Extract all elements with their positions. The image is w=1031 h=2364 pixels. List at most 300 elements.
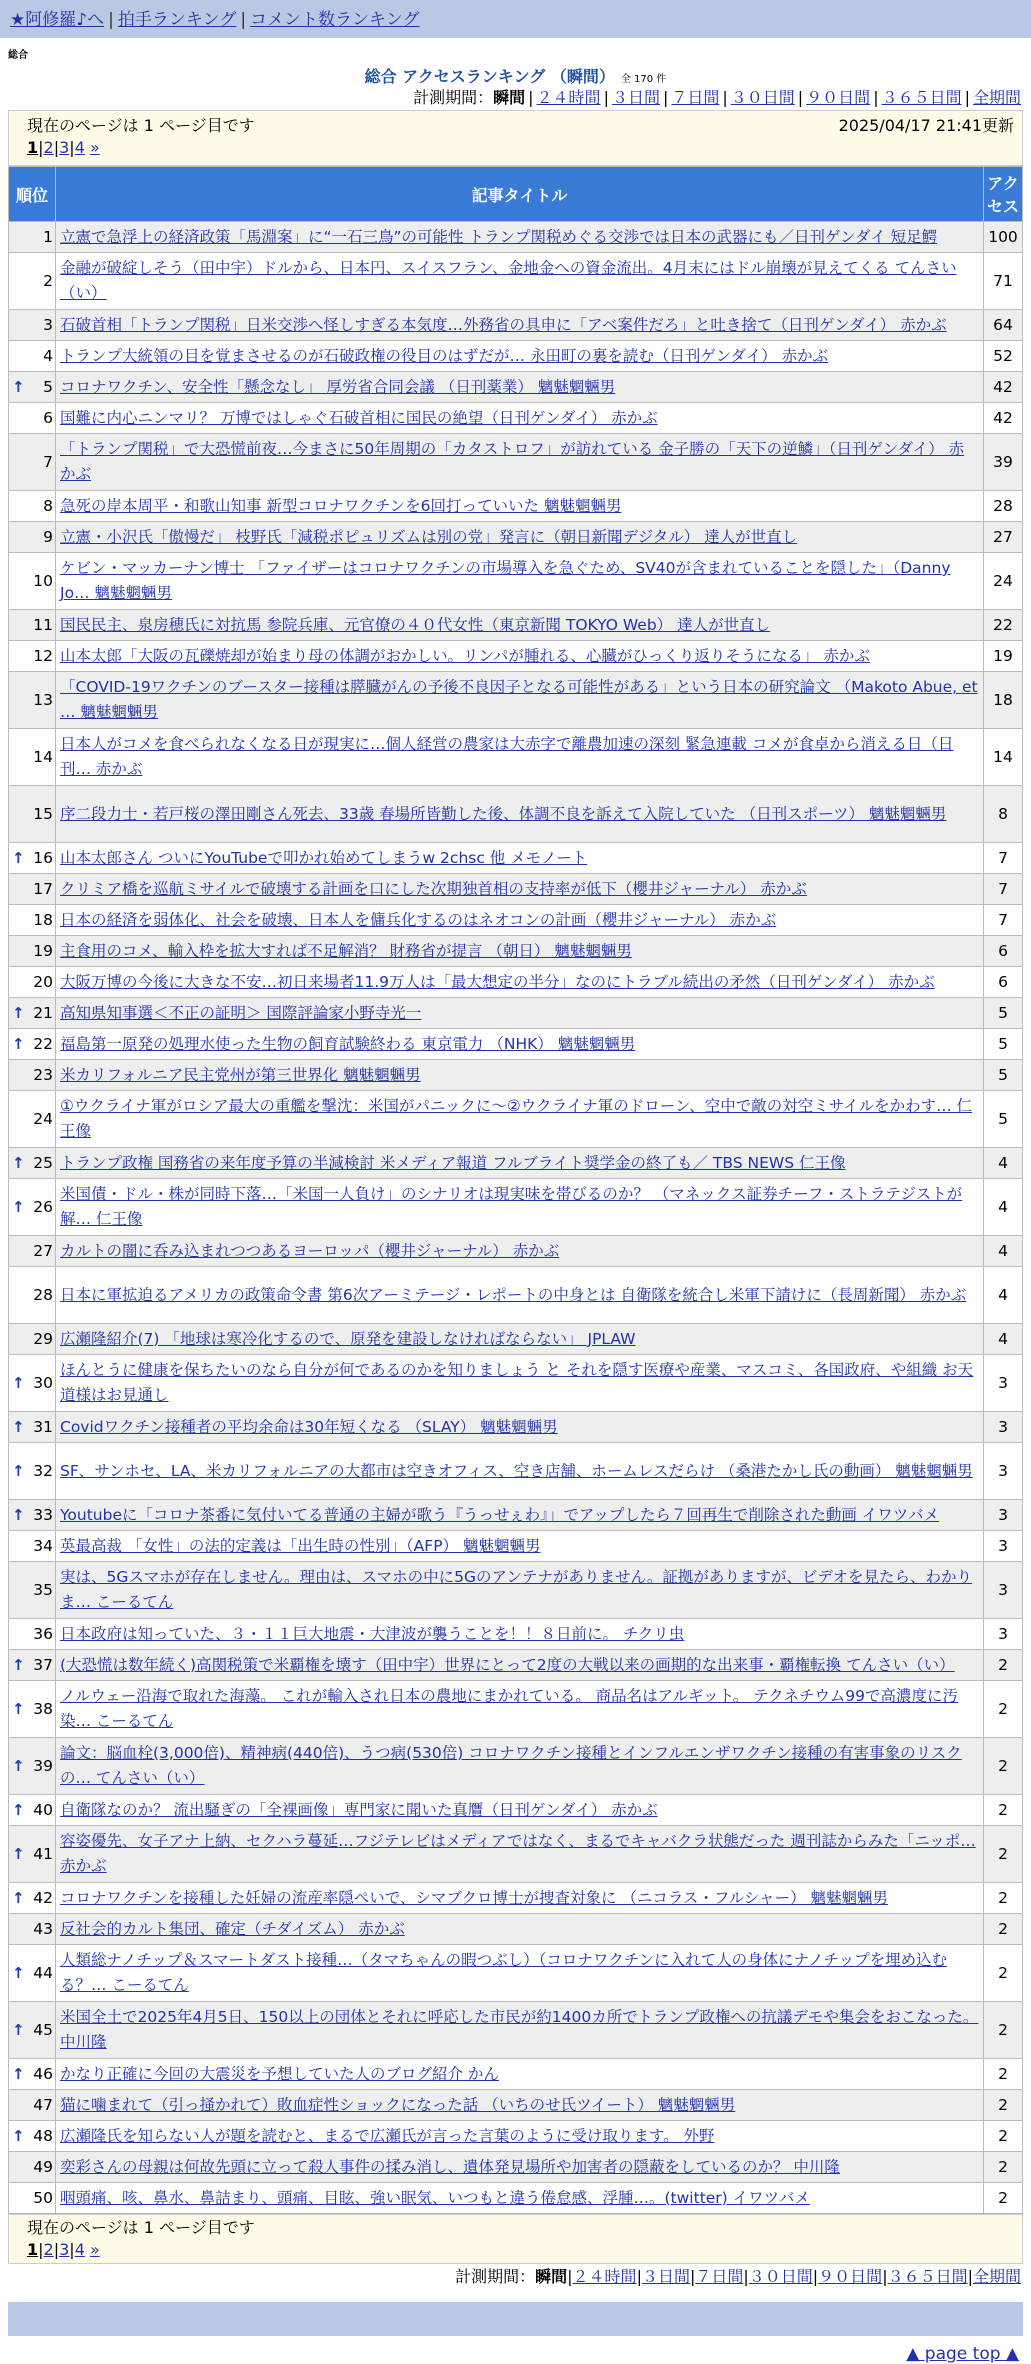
period-separator: |: [797, 88, 804, 107]
access-count: 8: [984, 786, 1023, 843]
access-count: 7: [984, 843, 1023, 874]
table-row: [9, 1412, 1023, 1443]
rank-up-icon: ↑: [12, 1656, 25, 1674]
title-cell: [56, 1179, 984, 1236]
article-link[interactable]: ケビン・マッカーナン博士 「ファイザーはコロナワクチンの市場導入を急ぐため、SV40が含まれていることを隠した」（Danny Jo… 魑魅魍魎男: [60, 559, 951, 602]
table-row: [9, 905, 1023, 936]
rank-cell: [9, 522, 56, 553]
rank-up-icon: ↑: [12, 2021, 25, 2039]
period-option-link[interactable]: ３日間: [641, 2267, 690, 2286]
access-count: 2: [984, 1883, 1023, 1914]
article-link[interactable]: カルトの闇に呑み込まれつつあるヨーロッパ（櫻井ジャーナル） 赤かぶ: [60, 1241, 560, 1260]
article-link[interactable]: ノルウェー沿海で取れた海藻。 これが輸入され日本の農地にまかれている。 商品名はアルギット。 テクネチウム99で高濃度に汚染… こーるてん: [60, 1687, 959, 1730]
updated-timestamp: 2025/04/17 21:41更新: [838, 116, 1014, 135]
article-link[interactable]: 容姿優先、女子アナ上納、セクハラ蔓延…フジテレビはメディアではなく、まるでキャバクラ状態だった 週刊誌からみた「ニッポ… 赤かぶ: [60, 1832, 976, 1875]
article-link[interactable]: 日本の経済を弱体化、社会を破壊、日本人を傭兵化するのはネオコンの計画（櫻井ジャーナル） 赤かぶ: [60, 910, 777, 929]
access-count: 2: [984, 2183, 1023, 2214]
rank-cell: [9, 786, 56, 843]
rank-number: 24: [33, 1110, 53, 1128]
access-count: 42: [984, 403, 1023, 434]
page-title: 総合 アクセスランキング （瞬間）: [364, 67, 615, 86]
table-row: [9, 610, 1023, 641]
comment-ranking-link[interactable]: コメント数ランキング: [250, 10, 420, 30]
access-count: 14: [984, 729, 1023, 786]
article-link[interactable]: 福島第一原発の処理水使った生物の飼育試験終わる 東京電力 （NHK） 魑魅魍魎男: [60, 1034, 636, 1053]
rank-number: 19: [33, 942, 53, 960]
page-separator: |: [38, 2240, 44, 2259]
title-cell: [56, 1562, 984, 1619]
access-count: 22: [984, 610, 1023, 641]
table-row: [9, 222, 1023, 253]
access-count: 3: [984, 1562, 1023, 1619]
table-row: [9, 1091, 1023, 1148]
article-link[interactable]: 日本政府は知っていた、３・１１巨大地震・大津波が襲うことを！！８日前に。 チクリ虫: [60, 1624, 685, 1643]
title-cell: [56, 522, 984, 553]
period-option-link[interactable]: ２４時間: [536, 88, 601, 107]
access-count: 2: [984, 1826, 1023, 1883]
article-link[interactable]: 米カリフォルニア民主党州が第三世界化 魑魅魍魎男: [60, 1065, 421, 1084]
period-separator: |: [882, 2267, 888, 2286]
period-selector: [0, 2264, 1031, 2290]
page-link[interactable]: 4: [74, 2240, 85, 2259]
pagination: [27, 2239, 1014, 2261]
category-label: 総合: [8, 50, 28, 61]
article-link[interactable]: かなり正確に今回の大震災を予想していた人のブログ紹介 かん: [60, 2064, 499, 2083]
access-header: アクセス: [984, 167, 1023, 222]
rank-cell: [9, 1179, 56, 1236]
period-separator: |: [812, 2267, 819, 2286]
title-cell: [56, 1443, 984, 1500]
period-current: 瞬間: [493, 88, 526, 107]
access-count: 2: [984, 2090, 1023, 2121]
article-link[interactable]: 序二段力士・若戸桜の澤田剛さん死去、33歳 春場所皆勤した後、体調不良を訴えて入院していた （日刊スポーツ） 魑魅魍魎男: [60, 804, 947, 823]
access-count: 2: [984, 2002, 1023, 2059]
table-row: [9, 1267, 1023, 1324]
article-link[interactable]: 猫に噛まれて（引っ掻かれて）敗血症性ショックになった話 （いちのせ氏ツイート） 魑魅魍魎男: [60, 2095, 736, 2114]
rank-cell: [9, 1795, 56, 1826]
pager-bottom: [8, 2214, 1023, 2264]
title-cell: [56, 553, 984, 610]
article-link[interactable]: クリミア橋を巡航ミサイルで破壊する計画を口にした次期独首相の支持率が低下（櫻井ジャーナル） 赤かぶ: [60, 879, 807, 898]
rank-cell: [9, 1883, 56, 1914]
table-row: [9, 372, 1023, 403]
rank-number: 13: [33, 691, 53, 709]
rank-number: 22: [33, 1035, 53, 1053]
rank-number: 16: [33, 849, 53, 867]
table-row: [9, 1355, 1023, 1412]
access-count: 4: [984, 1148, 1023, 1179]
rank-cell: [9, 610, 56, 641]
article-link[interactable]: 国難に内心ニンマリ？ 万博ではしゃぐ石破首相に国民の絶望（日刊ゲンダイ） 赤かぶ: [60, 408, 658, 427]
article-link[interactable]: トランプ大統領の目を覚まさせるのが石破政権の役目のはずだが… 永田町の裏を読む（日刊ゲンダイ） 赤かぶ: [60, 346, 829, 365]
period-option-link[interactable]: ３日間: [611, 88, 660, 107]
table-row: [9, 1236, 1023, 1267]
article-link[interactable]: コロナワクチン、安全性「懸念なし」 厚労省合同会議 （日刊薬業） 魑魅魍魎男: [60, 377, 616, 396]
table-row: [9, 2183, 1023, 2214]
period-separator: |: [603, 88, 609, 107]
rank-cell: [9, 1324, 56, 1355]
rank-cell: [9, 434, 56, 491]
table-row: [9, 403, 1023, 434]
title-cell: [56, 729, 984, 786]
title-cell: [56, 434, 984, 491]
rank-number: 50: [33, 2189, 53, 2207]
rank-cell: [9, 1060, 56, 1091]
article-link[interactable]: 山本太郎「大阪の瓦礫焼却が始まり母の体調がおかしい。リンパが腫れる、心臓がひっくり返りそうになる」 赤かぶ: [60, 646, 870, 665]
access-count: 2: [984, 2059, 1023, 2090]
access-count: 2: [984, 1795, 1023, 1826]
period-option-link[interactable]: ３０日間: [748, 2267, 813, 2286]
title-cell: [56, 1650, 984, 1681]
rank-up-icon: ↑: [12, 1845, 25, 1863]
rank-cell: [9, 1945, 56, 2002]
rank-number: 1: [43, 228, 53, 246]
page-link[interactable]: 2: [43, 138, 54, 157]
table-row: [9, 310, 1023, 341]
title-cell: [56, 1091, 984, 1148]
article-link[interactable]: トランプ政権 国務省の来年度予算の半減検討 米メディア報道 フルブライト奨学金の終了も／ TBS NEWS 仁王像: [60, 1153, 846, 1172]
access-count: 2: [984, 2152, 1023, 2183]
page-top-link[interactable]: ▲ page top ▲: [906, 2344, 1019, 2364]
current-page-text: 現在のページは 1 ページ目です: [27, 2218, 255, 2237]
period-selector: [0, 86, 1031, 110]
title-cell: [56, 1738, 984, 1795]
next-page-link[interactable]: »: [89, 138, 100, 157]
rank-number: 3: [43, 316, 53, 334]
table-row: [9, 2152, 1023, 2183]
rank-number: 29: [33, 1330, 53, 1348]
article-link[interactable]: 人類総ナノチップ＆スマートダスト接種…（タマちゃんの暇つぶし）（コロナワクチンに入れて人の身体にナノチップを埋め込むる？… こーるてん: [60, 1951, 948, 1994]
article-link[interactable]: 英最高裁 「女性」の法的定義は「出生時の性別」（AFP） 魑魅魍魎男: [60, 1536, 541, 1555]
period-option-link[interactable]: ７日間: [695, 2267, 744, 2286]
article-link[interactable]: 高知県知事選＜不正の証明＞ 国際評論家小野寺光一: [60, 1003, 422, 1022]
table-row: [9, 1148, 1023, 1179]
access-count: 64: [984, 310, 1023, 341]
page-top-wrap: [0, 2344, 1031, 2364]
table-row: [9, 1179, 1023, 1236]
rank-cell: [9, 1650, 56, 1681]
rank-cell: [9, 2183, 56, 2214]
access-count: 2: [984, 1738, 1023, 1795]
table-row: [9, 1619, 1023, 1650]
table-row: [9, 1681, 1023, 1738]
rank-number: 28: [33, 1286, 53, 1304]
rank-cell: [9, 341, 56, 372]
article-link[interactable]: 国民民主、泉房穂氏に対抗馬 参院兵庫、元官僚の４０代女性（東京新聞 TOKYO Web） 達人が世直し: [60, 615, 771, 634]
article-link[interactable]: 金融が破綻しそう（田中宇）ドルから、日本円、スイスフラン、金地金への資金流出。4月末にはドル崩壊が見えてくる てんさい（い）: [60, 259, 957, 302]
rank-header: 順位: [9, 167, 56, 222]
period-option-link[interactable]: ９０日間: [818, 2267, 883, 2286]
access-count: 6: [984, 967, 1023, 998]
access-count: 28: [984, 491, 1023, 522]
table-row: [9, 522, 1023, 553]
rank-number: 36: [33, 1625, 53, 1643]
rank-cell: [9, 1355, 56, 1412]
title-cell: [56, 1531, 984, 1562]
article-link[interactable]: ほんとうに健康を保ちたいのなら自分が何であるのかを知りましょう と それを隠す医療や産業、マスコミ、各国政府、や組織 お天道様はお見通し: [60, 1361, 974, 1404]
rank-cell: [9, 2059, 56, 2090]
table-row: [9, 491, 1023, 522]
rank-up-icon: ↑: [12, 1154, 25, 1172]
title-cell: [56, 1619, 984, 1650]
rank-cell: [9, 1091, 56, 1148]
rank-number: 39: [33, 1757, 53, 1775]
article-count: 全 170 件: [620, 74, 667, 85]
table-row: [9, 1914, 1023, 1945]
article-link[interactable]: 「COVID-19ワクチンのブースター接種は膵臓がんの予後不良因子となる可能性がある」という日本の研究論文 （Makoto Abue, et … 魑魅魍魎男: [60, 678, 978, 721]
rank-number: 18: [33, 911, 53, 929]
ranking-table: [8, 166, 1023, 2214]
rank-cell: [9, 936, 56, 967]
rank-number: 2: [43, 272, 53, 290]
table-row: [9, 2090, 1023, 2121]
rank-cell: [9, 1619, 56, 1650]
rank-cell: [9, 1267, 56, 1324]
rank-cell: [9, 2090, 56, 2121]
rank-number: 31: [33, 1418, 53, 1436]
rank-up-icon: ↑: [12, 1462, 25, 1480]
period-separator: |: [967, 2267, 973, 2286]
article-link[interactable]: 急死の岸本周平・和歌山知事 新型コロナワクチンを6回打っていいた 魑魅魍魎男: [60, 496, 622, 515]
table-row: [9, 2059, 1023, 2090]
period-option-link[interactable]: 全期間: [972, 88, 1021, 107]
access-count: 3: [984, 1412, 1023, 1443]
access-count: 4: [984, 1267, 1023, 1324]
rank-number: 43: [33, 1920, 53, 1938]
title-cell: [56, 1236, 984, 1267]
title-cell: [56, 786, 984, 843]
article-link[interactable]: 米国債・ドル・株が同時下落…「米国一人負け」のシナリオは現実味を帯びるのか？ （マネックス証券チーフ・ストラテジストが解… 仁王像: [60, 1185, 963, 1228]
page-title-wrap: [0, 64, 1031, 86]
applause-ranking-link[interactable]: 拍手ランキング: [117, 10, 237, 30]
article-link[interactable]: コロナワクチンを接種した妊婦の流産率隠ぺいで、シマブクロ博士が捜査対象に （ニコラス・フルシャー） 魑魅魍魎男: [60, 1888, 889, 1907]
rank-cell: [9, 403, 56, 434]
period-separator: |: [743, 2267, 749, 2286]
article-link[interactable]: 広瀬隆氏を知らない人が題を読むと、まるで広瀬氏が言った言葉のように受け取ります。 外野: [60, 2126, 715, 2145]
table-row: [9, 1738, 1023, 1795]
rank-number: 46: [33, 2065, 53, 2083]
article-link[interactable]: 自衛隊なのか？ 流出騒ぎの「全裸画像」専門家に聞いた真贋（日刊ゲンダイ） 赤かぶ: [60, 1800, 658, 1819]
rank-number: 5: [43, 378, 53, 396]
rank-cell: [9, 1029, 56, 1060]
title-cell: [56, 1060, 984, 1091]
table-row: [9, 936, 1023, 967]
rank-number: 14: [33, 748, 53, 766]
access-count: 3: [984, 1619, 1023, 1650]
rank-cell: [9, 1562, 56, 1619]
rank-cell: [9, 222, 56, 253]
rank-up-icon: ↑: [12, 1700, 25, 1718]
period-separator: |: [528, 88, 534, 107]
access-count: 4: [984, 1324, 1023, 1355]
title-cell: [56, 1500, 984, 1531]
rank-cell: [9, 1914, 56, 1945]
access-count: 24: [984, 553, 1023, 610]
rank-up-icon: ↑: [12, 1004, 25, 1022]
page-separator: |: [69, 138, 75, 157]
article-link[interactable]: 米国全土で2025年4月5日、150以上の団体とそれに呼応した市民が約1400カ所でトランプ政権への抗議デモや集会をおこなった。 中川隆: [60, 2008, 979, 2051]
rank-number: 10: [33, 572, 53, 590]
period-separator: |: [873, 88, 879, 107]
rank-number: 48: [33, 2127, 53, 2145]
article-link[interactable]: 日本に軍拡迫るアメリカの政策命令書 第6次アーミテージ・レポートの中身とは 自衛隊を統合し米軍下請けに（長周新聞） 赤かぶ: [60, 1285, 967, 1304]
period-option-link[interactable]: ７日間: [671, 88, 720, 107]
access-count: 5: [984, 1091, 1023, 1148]
rank-number: 41: [33, 1845, 53, 1863]
rank-number: 33: [33, 1506, 53, 1524]
rank-number: 11: [33, 616, 53, 634]
table-row: [9, 2121, 1023, 2152]
title-cell: [56, 372, 984, 403]
rank-number: 32: [33, 1462, 53, 1480]
rank-cell: [9, 729, 56, 786]
title-cell: [56, 1029, 984, 1060]
table-row: [9, 1500, 1023, 1531]
access-count: 42: [984, 372, 1023, 403]
page-separator: |: [53, 138, 60, 157]
title-cell: [56, 1883, 984, 1914]
rank-number: 17: [33, 880, 53, 898]
rank-cell: [9, 874, 56, 905]
title-cell: [56, 1795, 984, 1826]
article-link[interactable]: (大恐慌は数年続く)高関税策で米覇権を壊す（田中宇）世界にとって2度の大戦以来の画期的な出来事・覇権転換 てんさい（い）: [60, 1655, 955, 1674]
rank-up-icon: ↑: [12, 1198, 25, 1216]
title-header: 記事タイトル: [56, 167, 984, 222]
access-count: 52: [984, 341, 1023, 372]
title-cell: [56, 1914, 984, 1945]
title-cell: [56, 1681, 984, 1738]
article-link[interactable]: 立憲で急浮上の経済政策「馬淵案」に“一石三鳥”の可能性 トランプ関税めぐる交渉では日本の武器にも／日刊ゲンダイ 短足鰐: [60, 227, 938, 246]
rank-number: 6: [43, 409, 53, 427]
rank-number: 25: [33, 1154, 53, 1172]
article-link[interactable]: 奕彩さんの母親は何故先頭に立って殺人事件の揉み消し、遺体発見場所や加害者の隠蔽をしているのか？ 中川隆: [60, 2157, 840, 2176]
article-link[interactable]: ①ウクライナ軍がロシア最大の重艦を撃沈：米国がパニックに〜②ウクライナ軍のドローン、空中で敵の対空ミサイルをかわす… 仁王像: [60, 1097, 973, 1140]
article-link[interactable]: 立憲・小沢氏「傲慢だ」 枝野氏「減税ポピュリズムは別の党」発言に（朝日新聞デジタル） 達人が世直し: [60, 527, 798, 546]
page-separator: |: [69, 2240, 75, 2259]
access-count: 2: [984, 1681, 1023, 1738]
rank-cell: [9, 372, 56, 403]
article-link[interactable]: 山本太郎さん ついにYouTubeで叩かれ始めてしまうw 2chsc 他 メモノート: [60, 848, 588, 867]
title-cell: [56, 874, 984, 905]
table-row: [9, 1324, 1023, 1355]
table-row: [9, 553, 1023, 610]
title-cell: [56, 1355, 984, 1412]
period-separator: |: [964, 88, 970, 107]
title-cell: [56, 253, 984, 310]
page-link[interactable]: 4: [74, 138, 85, 157]
top-nav-bar: [0, 0, 1031, 38]
page-separator: |: [38, 138, 44, 157]
access-count: 6: [984, 936, 1023, 967]
article-link[interactable]: 主食用のコメ、輸入枠を拡大すれば不足解消？ 財務省が提言 （朝日） 魑魅魍魎男: [60, 941, 632, 960]
rank-up-icon: ↑: [12, 2065, 25, 2083]
article-link[interactable]: 広瀬隆紹介(7) 「地球は寒冷化するので、原発を建設しなければならない」 JPLAW: [60, 1329, 636, 1348]
title-cell: [56, 967, 984, 998]
access-count: 100: [984, 222, 1023, 253]
title-cell: [56, 1945, 984, 2002]
title-cell: [56, 2090, 984, 2121]
rank-number: 40: [33, 1801, 53, 1819]
title-cell: [56, 641, 984, 672]
title-cell: [56, 2059, 984, 2090]
rank-number: 34: [33, 1537, 53, 1555]
period-option-link[interactable]: ３０日間: [730, 88, 795, 107]
table-row: [9, 786, 1023, 843]
title-cell: [56, 905, 984, 936]
title-cell: [56, 2121, 984, 2152]
title-cell: [56, 1267, 984, 1324]
period-option-link[interactable]: 全期間: [972, 2267, 1021, 2286]
page-link[interactable]: 3: [59, 138, 70, 157]
rank-cell: [9, 253, 56, 310]
article-link[interactable]: 反社会的カルト集団、確定（チダイズム） 赤かぶ: [60, 1919, 405, 1938]
period-current: 瞬間: [535, 2267, 568, 2286]
access-count: 4: [984, 1236, 1023, 1267]
article-link[interactable]: SF、サンホセ、LA、米カリフォルニアの大都市は空きオフィス、空き店舗、ホームレスだらけ （桑港たかし氏の動画） 魑魅魍魎男: [60, 1461, 973, 1480]
current-page-text: 現在のページは 1 ページ目です: [27, 116, 255, 135]
table-row: [9, 341, 1023, 372]
home-link[interactable]: ★阿修羅♪へ: [10, 10, 105, 30]
rank-number: 30: [33, 1374, 53, 1392]
article-link[interactable]: 「トランプ関税」で大恐慌前夜…今まさに50年周期の「カタストロフ」が訪れている 金子勝の「天下の逆鱗」（日刊ゲンダイ） 赤かぶ: [60, 440, 965, 483]
article-link[interactable]: Youtubeに「コロナ茶番に気付いてる普通の主婦が歌う『うっせぇわ』」でアップしたら７回再生で削除された動画 イワツバメ: [60, 1505, 939, 1524]
period-option-link[interactable]: ９０日間: [806, 88, 871, 107]
ranking-container: [8, 110, 1023, 2264]
article-link[interactable]: 大阪万博の今後に大きな不安…初日来場者11.9万人は「最大想定の半分」なのにトラブル続出の矛然（日刊ゲンダイ） 赤かぶ: [60, 972, 935, 991]
period-label: 計測期間：: [455, 2267, 536, 2286]
article-link[interactable]: 実は、5Gスマホが存在しません。理由は、スマホの中に5Gのアンテナがありません。証拠がありますが、ビデオを見たら、わかりま… こーるてん: [60, 1568, 973, 1611]
access-count: 39: [984, 434, 1023, 491]
period-separator: |: [567, 2267, 573, 2286]
rank-number: 44: [33, 1964, 53, 1982]
period-separator: |: [662, 88, 669, 107]
rank-number: 42: [33, 1889, 53, 1907]
article-link[interactable]: 論文：脳血栓(3,000倍)、精神病(440倍)、うつ病(530倍) コロナワクチン接種とインフルエンザワクチン接種の有害事象のリスクの… てんさい（い）: [60, 1744, 962, 1787]
access-count: 3: [984, 1443, 1023, 1500]
article-link[interactable]: 日本人がコメを食べられなくなる日が現実に…個人経営の農家は大赤字で離農加速の深刻 緊急連載 コメが食卓から消える日（日刊… 赤かぶ: [60, 735, 954, 778]
period-option-link[interactable]: ２４時間: [572, 2267, 637, 2286]
table-row: [9, 1945, 1023, 2002]
rank-up-icon: ↑: [12, 1801, 25, 1819]
table-row: [9, 1562, 1023, 1619]
article-link[interactable]: Covidワクチン接種者の平均余命は30年短くなる （SLAY） 魑魅魍魎男: [60, 1417, 558, 1436]
page-link[interactable]: 3: [59, 2240, 70, 2259]
rank-up-icon: ↑: [12, 1418, 25, 1436]
table-row: [9, 1531, 1023, 1562]
rank-number: 26: [33, 1198, 53, 1216]
rank-number: 15: [33, 805, 53, 823]
next-page-link[interactable]: »: [89, 2240, 100, 2259]
pager-top: [8, 110, 1023, 166]
rank-cell: [9, 1412, 56, 1443]
table-row: [9, 1060, 1023, 1091]
table-row: [9, 1795, 1023, 1826]
period-option-link[interactable]: ３６５日間: [887, 2267, 968, 2286]
title-cell: [56, 2183, 984, 2214]
article-link[interactable]: 石破首相「トランプ関税」日米交渉へ怪しすぎる本気度…外務省の具申に「アベ案件だろ」と吐き捨て（日刊ゲンダイ） 赤かぶ: [60, 315, 947, 334]
rank-number: 49: [33, 2158, 53, 2176]
table-row: [9, 1883, 1023, 1914]
article-link[interactable]: 咽頭痛、咳、鼻水、鼻詰まり、頭痛、目眩、強い眠気、いつもと違う倦怠感、浮腫…。(twitter) イワツバメ: [60, 2188, 810, 2207]
period-option-link[interactable]: ３６５日間: [881, 88, 962, 107]
period-separator: |: [689, 2267, 696, 2286]
access-count: 7: [984, 874, 1023, 905]
title-cell: [56, 491, 984, 522]
title-cell: [56, 2152, 984, 2183]
access-count: 2: [984, 2121, 1023, 2152]
rank-up-icon: ↑: [12, 1889, 25, 1907]
page-link[interactable]: 2: [43, 2240, 54, 2259]
